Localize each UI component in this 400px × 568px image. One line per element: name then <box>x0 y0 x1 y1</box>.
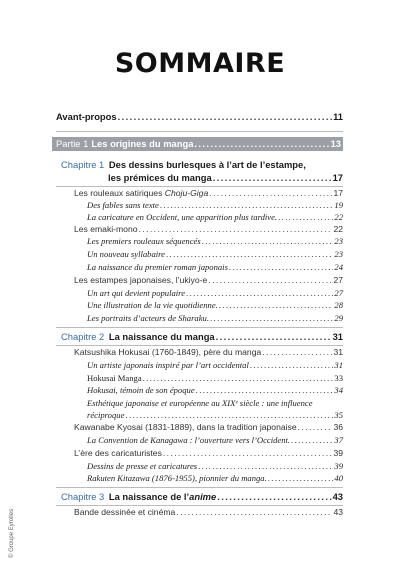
toc-entry-chapitre-1-cont[interactable] <box>108 171 343 184</box>
entry-label: Bande dessinée et cinéma <box>74 507 176 517</box>
entry-label: L’ère des caricaturistes <box>74 448 162 458</box>
entry-page: 37 <box>334 435 343 445</box>
entry-page: 19 <box>334 200 343 210</box>
leader-dots <box>268 472 334 485</box>
chapter-title-em: anime <box>189 491 217 502</box>
entry-label: Dessins de presse et caricatures <box>87 461 198 471</box>
toc-entry-section[interactable] <box>74 421 343 434</box>
entry-label: Les emaki-mono <box>74 224 138 234</box>
entry-page: 23 <box>334 249 343 259</box>
chapter-number: Chapitre 2 <box>61 331 105 342</box>
toc-entry-subsection[interactable] <box>87 299 343 312</box>
entry-page: 33 <box>334 373 343 383</box>
entry-page: 22 <box>333 224 343 234</box>
entry-label: Katsushika Hokusai (1760-1849), père du manga <box>74 347 262 357</box>
entry-label: Les premiers rouleaux séquencés <box>87 236 201 246</box>
entry-page: 31 <box>333 347 343 357</box>
entry-page: 31 <box>334 360 343 370</box>
chapter-title-line1: Des dessins burlesques à l’art de l’estampe, <box>108 159 306 170</box>
entry-page: 29 <box>334 313 343 323</box>
leader-dots <box>262 346 332 359</box>
entry-label: Un art qui devient populaire <box>87 288 186 298</box>
entry-page: 34 <box>334 385 343 395</box>
entry-label: La naissance du premier roman japonais <box>87 262 228 272</box>
entry-label: La Convention de Kanagawa : l’ouverture vers l’Occident. <box>87 435 291 445</box>
entry-label: Kawanabe Kyosai (1831-1889), dans la tradition japonaise <box>74 422 297 432</box>
chapter-title: La naissance de l’ <box>108 491 190 502</box>
leader-dots <box>210 312 333 325</box>
entry-page: 27 <box>333 275 343 285</box>
entry-page: 13 <box>330 138 341 149</box>
toc-entry-chapitre-3[interactable] <box>61 490 343 503</box>
entry-page: 22 <box>334 212 343 222</box>
toc-entry-chapitre-1[interactable] <box>61 158 343 171</box>
chapter-title-line2: les prémices du manga <box>108 172 212 183</box>
entry-label: Une illustration de la vie quotidienne. <box>87 300 218 310</box>
copyright-text: © Groupe Eyrolles <box>9 508 15 558</box>
toc-entry-partie-1[interactable] <box>52 137 343 151</box>
chapter-title: La naissance du manga <box>108 331 215 342</box>
toc-entry-subsection[interactable] <box>87 248 343 261</box>
entry-page: 40 <box>334 473 343 483</box>
entry-page: 36 <box>333 422 343 432</box>
entry-page: 24 <box>334 262 343 272</box>
separator <box>56 327 343 328</box>
leader-dots <box>298 421 333 434</box>
leader-dots <box>176 506 332 519</box>
leader-dots <box>250 359 334 372</box>
toc-entry-subsection[interactable] <box>87 384 343 397</box>
entry-page: 43 <box>333 507 343 517</box>
chapter-number: Chapitre 3 <box>61 491 105 502</box>
entry-page: 43 <box>332 491 343 502</box>
leader-dots <box>217 490 331 503</box>
toc-entry-avant-propos[interactable] <box>56 110 343 123</box>
entry-label <box>61 330 215 343</box>
entry-page: 39 <box>333 448 343 458</box>
entry-label: Hokusai, témoin de son époque <box>87 385 195 395</box>
entry-label: Un nouveau syllabaire <box>87 249 165 259</box>
leader-dots <box>194 137 329 151</box>
leader-dots <box>291 434 333 447</box>
toc-entry-chapitre-2[interactable] <box>61 330 343 343</box>
toc-entry-section[interactable] <box>74 506 343 519</box>
entry-page: 27 <box>334 288 343 298</box>
entry-label <box>61 158 306 171</box>
leader-dots <box>216 330 332 343</box>
toc-entry-section[interactable] <box>74 274 343 287</box>
entry-page: 23 <box>334 236 343 246</box>
leader-dots <box>166 248 333 261</box>
section-title-em: Choju-Giga <box>164 188 209 198</box>
entry-label: Hokusai Manga <box>87 373 142 383</box>
leader-dots <box>202 235 334 248</box>
partie-number: Partie 1 <box>56 138 89 149</box>
entry-label <box>61 490 216 503</box>
leader-dots <box>213 171 332 184</box>
entry-label <box>56 137 193 151</box>
entry-label-line1: Esthétique japonaise et européenne au XIXᵉ siècle : une influence <box>87 398 313 408</box>
separator <box>56 487 343 488</box>
entry-label: Des fables sans texte <box>87 200 159 210</box>
toc-entry-subsection[interactable] <box>87 235 343 248</box>
entry-label: Rakuten Kitazawa (1876-1955), pionnier du manga. <box>87 473 267 483</box>
toc-entry-section[interactable] <box>74 346 343 359</box>
leader-dots <box>118 110 332 123</box>
separator <box>56 131 343 132</box>
copyright-note <box>4 478 14 568</box>
section-title: Les rouleaux satiriques <box>74 188 165 198</box>
toc-entry-subsection[interactable] <box>87 359 343 372</box>
partie-title: Les origines du manga <box>91 138 194 149</box>
toc-entry-subsection[interactable] <box>87 312 343 325</box>
leader-dots <box>208 274 332 287</box>
entry-label: Les portraits d’acteurs de Sharaku. <box>87 313 209 323</box>
toc-entry-subsection[interactable] <box>87 434 343 447</box>
entry-page: 28 <box>334 300 343 310</box>
toc-entry-section[interactable] <box>74 447 343 460</box>
entry-page: 35 <box>334 410 343 420</box>
entry-label-line2: réciproque <box>87 410 125 420</box>
toc-entry-subsection[interactable] <box>87 472 343 485</box>
entry-page: 39 <box>334 461 343 471</box>
entry-label: Les estampes japonaises, l’ukiyo-e <box>74 275 208 285</box>
page-title: SOMMAIRE <box>114 48 286 79</box>
leader-dots <box>196 384 334 397</box>
entry-label: La caricature en Occident, une apparition plus tardive. <box>87 212 278 222</box>
entry-label: Avant-propos <box>56 111 117 122</box>
entry-page: 31 <box>332 331 343 342</box>
chapter-number: Chapitre 1 <box>61 159 105 170</box>
leader-dots <box>219 299 334 312</box>
entry-page: 17 <box>332 172 343 183</box>
toc-entry-subsection[interactable] <box>87 261 343 274</box>
entry-page: 17 <box>333 188 343 198</box>
leader-dots <box>229 261 333 274</box>
leader-dots <box>163 447 333 460</box>
entry-page: 11 <box>333 111 343 122</box>
entry-label: Un artiste japonais inspiré par l’art occidental <box>87 360 249 370</box>
